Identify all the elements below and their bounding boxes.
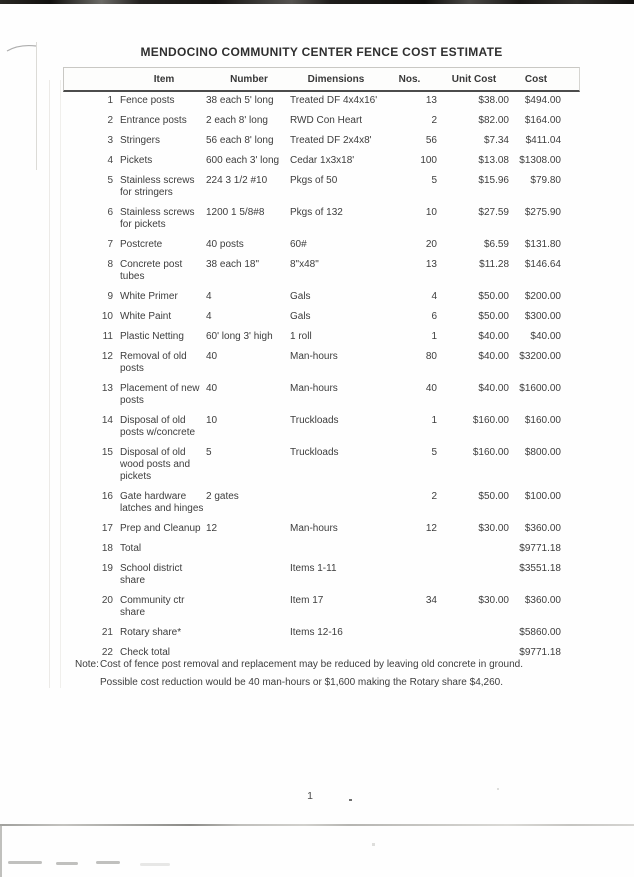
cell-item: Postcrete	[120, 239, 163, 250]
cell-number: 4	[206, 311, 212, 322]
row-gap	[113, 415, 120, 439]
cell-dimensions: Truckloads	[290, 415, 339, 426]
table-row	[63, 543, 580, 555]
row-gap	[113, 311, 120, 323]
cell-cost: $1308.00	[519, 155, 561, 166]
cell-nos: 13	[425, 259, 437, 270]
cell-nos: 80	[425, 351, 437, 362]
table-row	[63, 627, 580, 639]
scan-speck	[372, 843, 375, 846]
cell-item: Disposal of old posts w/concrete	[120, 415, 196, 438]
cell-unit-cost	[437, 563, 509, 587]
row-number: 19	[101, 563, 113, 574]
cell-dimensions: Truckloads	[290, 447, 339, 458]
row-number: 4	[107, 155, 113, 166]
cell-nos: 4	[431, 291, 437, 302]
scan-line-bottom	[0, 824, 634, 826]
header-unit-cost: Unit Cost	[451, 73, 497, 85]
row-number: 3	[107, 135, 113, 146]
cell-dimensions: Pkgs of 50	[290, 175, 338, 186]
header-number: Number	[230, 73, 268, 85]
cell-nos: 5	[431, 175, 437, 186]
row-number: 17	[101, 523, 113, 534]
cell-number: 4	[206, 291, 212, 302]
scan-smudge	[96, 861, 120, 864]
cell-unit-cost: $7.34	[483, 135, 509, 146]
cell-dimensions: 60#	[290, 239, 307, 250]
header-item: Item	[153, 73, 175, 85]
cell-item: Removal of old posts	[120, 351, 187, 374]
cell-cost: $160.00	[524, 415, 561, 426]
cell-dimensions: Gals	[290, 311, 311, 322]
cell-number	[206, 543, 290, 555]
cell-number: 10	[206, 415, 218, 426]
cell-nos: 20	[425, 239, 437, 250]
cell-cost: $146.64	[524, 259, 561, 270]
cell-item: White Paint	[120, 311, 172, 322]
cell-nos: 2	[431, 115, 437, 126]
row-number: 10	[101, 311, 113, 322]
cell-number	[206, 595, 290, 619]
cell-number: 60' long 3' high	[206, 331, 273, 342]
row-gap	[113, 291, 120, 303]
scanner-edge-top	[0, 0, 634, 4]
cell-item: Entrance posts	[120, 115, 187, 126]
cell-cost: $131.80	[524, 239, 561, 250]
table-row	[63, 95, 580, 107]
cell-cost: $275.90	[524, 207, 561, 218]
cell-number: 2 gates	[206, 491, 239, 502]
row-number: 18	[101, 543, 113, 554]
cell-number: 224 3 1/2 #10	[206, 175, 268, 186]
cell-item: Disposal of old wood posts and pickets	[120, 447, 191, 482]
cell-item: School district share	[120, 563, 183, 586]
cell-unit-cost	[437, 543, 509, 555]
cell-item: Plastic Netting	[120, 331, 184, 342]
cell-number: 5	[206, 447, 212, 458]
table-row	[63, 563, 580, 587]
cell-cost: $360.00	[524, 523, 561, 534]
cell-nos: 5	[431, 447, 437, 458]
row-number: 20	[101, 595, 113, 606]
cell-dimensions: Treated DF 4x4x16'	[290, 95, 378, 106]
cell-cost: $9771.18	[519, 647, 561, 658]
cell-cost: $300.00	[524, 311, 561, 322]
cell-number	[206, 627, 290, 639]
cell-nos: 40	[425, 383, 437, 394]
note-text	[100, 656, 523, 691]
cell-cost: $9771.18	[519, 543, 561, 554]
cell-number: 12	[206, 523, 218, 534]
row-number: 5	[107, 175, 113, 186]
row-gap	[113, 563, 120, 587]
scan-corner-edge	[0, 824, 2, 877]
cell-cost: $494.00	[524, 95, 561, 106]
table-row	[63, 291, 580, 303]
cell-nos	[380, 627, 437, 639]
cell-item: White Primer	[120, 291, 178, 302]
cell-unit-cost: $13.08	[478, 155, 509, 166]
row-number: 6	[107, 207, 113, 218]
cell-cost: $3200.00	[519, 351, 561, 362]
cell-nos: 12	[425, 523, 437, 534]
cell-dimensions: Man-hours	[290, 383, 338, 394]
cell-item: Prep and Cleanup	[120, 523, 201, 534]
row-gap	[113, 95, 120, 107]
cell-unit-cost: $40.00	[478, 331, 509, 342]
table-row	[63, 491, 580, 515]
header-nos: Nos.	[398, 73, 421, 85]
table-body	[63, 92, 580, 659]
cell-cost: $1600.00	[519, 383, 561, 394]
cell-dimensions: Items 1-11	[290, 563, 337, 574]
row-number: 15	[101, 447, 113, 458]
row-number: 22	[101, 647, 113, 658]
cell-dimensions: Man-hours	[290, 523, 338, 534]
cell-unit-cost: $50.00	[478, 491, 509, 502]
row-gap	[113, 383, 120, 407]
cell-cost: $100.00	[524, 491, 561, 502]
cell-dimensions: Man-hours	[290, 351, 338, 362]
paper-edge-shadow	[60, 80, 61, 688]
table-row	[63, 415, 580, 439]
cell-dimensions: Items 12-16	[290, 627, 343, 638]
cell-unit-cost: $11.28	[479, 259, 509, 270]
row-number: 2	[107, 115, 113, 126]
cell-item: Stainless screws for pickets	[120, 207, 195, 230]
cell-number: 600 each 3' long	[206, 155, 280, 166]
cell-cost: $200.00	[524, 291, 561, 302]
row-gap	[113, 155, 120, 167]
cell-number: 38 each 5' long	[206, 95, 274, 106]
cell-number: 40	[206, 383, 218, 394]
table-row	[63, 115, 580, 127]
table-row	[63, 523, 580, 535]
cell-item: Placement of new posts	[120, 383, 200, 406]
table-row	[63, 175, 580, 199]
cell-nos: 34	[425, 595, 437, 606]
row-gap	[113, 331, 120, 343]
cell-nos: 1	[431, 415, 437, 426]
cell-nos: 6	[431, 311, 437, 322]
cell-unit-cost: $50.00	[478, 291, 509, 302]
table-row	[63, 595, 580, 619]
cell-unit-cost: $27.59	[478, 207, 509, 218]
cell-number: 1200 1 5/8#8	[206, 207, 265, 218]
cell-cost: $411.04	[525, 135, 561, 146]
cell-nos: 1	[431, 331, 437, 342]
cell-unit-cost: $38.00	[478, 95, 509, 106]
cell-dimensions: RWD Con Heart	[290, 115, 363, 126]
row-number: 7	[107, 239, 113, 250]
page-number: 1	[307, 790, 313, 802]
row-gap	[113, 259, 120, 283]
cost-table	[63, 67, 580, 667]
scan-smudge	[140, 863, 170, 866]
row-gap	[113, 595, 120, 619]
scan-smudge	[8, 861, 42, 864]
cell-unit-cost: $30.00	[478, 523, 509, 534]
table-row	[63, 331, 580, 343]
note-label: Note:	[75, 659, 99, 670]
row-number: 9	[107, 291, 113, 302]
cell-dimensions: 1 roll	[290, 331, 312, 342]
table-row	[63, 135, 580, 147]
row-number: 21	[101, 627, 113, 638]
cell-cost: $164.00	[524, 115, 561, 126]
cell-nos: 13	[425, 95, 437, 106]
cell-number	[206, 563, 290, 587]
cell-dimensions	[290, 491, 380, 515]
row-number: 13	[101, 383, 113, 394]
cell-nos	[380, 563, 437, 587]
cell-item: Fence posts	[120, 95, 175, 106]
cell-item: Community ctr share	[120, 595, 185, 618]
cell-unit-cost: $160.00	[472, 447, 509, 458]
header-cost: Cost	[524, 73, 548, 85]
row-number: 16	[101, 491, 113, 502]
cell-dimensions: Gals	[290, 291, 311, 302]
cell-cost: $800.00	[524, 447, 561, 458]
cell-dimensions: Treated DF 2x4x8'	[290, 135, 372, 146]
row-number: 14	[101, 415, 113, 426]
cell-unit-cost: $15.96	[478, 175, 509, 186]
row-gap	[113, 115, 120, 127]
cell-nos: 2	[431, 491, 437, 502]
table-row	[63, 311, 580, 323]
row-gap	[113, 351, 120, 375]
row-gap	[113, 175, 120, 199]
cell-unit-cost: $6.59	[483, 239, 509, 250]
table-row	[63, 351, 580, 375]
cell-item: Concrete post tubes	[120, 259, 183, 282]
cell-unit-cost: $40.00	[478, 351, 509, 362]
cell-item: Rotary share*	[120, 627, 182, 638]
table-row	[63, 207, 580, 231]
table-row	[63, 239, 580, 251]
table-header-row	[63, 67, 580, 92]
table-row	[63, 259, 580, 283]
cell-cost: $3551.18	[519, 563, 561, 574]
scan-speck	[349, 799, 352, 801]
cell-number: 2 each 8' long	[206, 115, 268, 126]
table-row	[63, 155, 580, 167]
paper-edge-shadow	[36, 42, 37, 170]
cell-dimensions: Pkgs of 132	[290, 207, 343, 218]
cell-cost: $360.00	[524, 595, 561, 606]
row-gap	[113, 447, 120, 483]
cell-dimensions: 8"x48"	[290, 259, 319, 270]
cell-number: 38 each 18"	[206, 259, 260, 270]
row-gap	[113, 239, 120, 251]
row-number: 1	[107, 95, 113, 106]
pencil-mark	[6, 42, 38, 54]
cell-nos: 10	[425, 207, 437, 218]
scan-speck	[497, 788, 499, 790]
cell-item: Gate hardware latches and hinges	[120, 491, 204, 514]
cell-item: Check total	[120, 647, 171, 658]
note-line-2: Possible cost reduction would be 40 man-hours or $1,600 making the Rotary share $4,260.	[100, 676, 504, 688]
cell-nos: 56	[425, 135, 437, 146]
cell-nos: 100	[420, 155, 437, 166]
scan-smudge	[56, 862, 78, 865]
table-row	[63, 447, 580, 483]
row-gap	[113, 627, 120, 639]
cell-dimensions: Item 17	[290, 595, 324, 606]
row-gap	[113, 491, 120, 515]
cell-number: 40	[206, 351, 218, 362]
cell-unit-cost: $160.00	[472, 415, 509, 426]
row-gap	[113, 207, 120, 231]
cell-item: Stringers	[120, 135, 161, 146]
header-dimensions: Dimensions	[307, 73, 365, 85]
cell-item: Total	[120, 543, 142, 554]
paper-edge-shadow	[49, 80, 50, 688]
table-row	[63, 383, 580, 407]
cell-unit-cost	[437, 627, 509, 639]
row-number: 11	[102, 331, 113, 342]
row-gap	[113, 135, 120, 147]
cell-unit-cost: $82.00	[478, 115, 509, 126]
cell-cost: $5860.00	[519, 627, 561, 638]
row-number: 8	[107, 259, 113, 270]
cell-cost: $40.00	[530, 331, 561, 342]
page-title: MENDOCINO COMMUNITY CENTER FENCE COST ESTIMATE	[140, 45, 503, 59]
row-number: 12	[101, 351, 113, 362]
cell-number: 40 posts	[206, 239, 244, 250]
cell-item: Stainless screws for stringers	[120, 175, 195, 198]
cell-item: Pickets	[120, 155, 153, 166]
cell-dimensions	[290, 543, 380, 555]
cell-unit-cost: $50.00	[478, 311, 509, 322]
cell-number: 56 each 8' long	[206, 135, 274, 146]
cell-unit-cost: $40.00	[478, 383, 509, 394]
cell-nos	[380, 543, 437, 555]
cell-dimensions: Cedar 1x3x18'	[290, 155, 355, 166]
row-gap	[113, 543, 120, 555]
note	[75, 656, 585, 691]
cell-cost: $79.80	[530, 175, 561, 186]
cell-unit-cost: $30.00	[478, 595, 509, 606]
row-gap	[113, 523, 120, 535]
note-line-1: Cost of fence post removal and replacement may be reduced by leaving old concrete in ground.	[100, 659, 524, 670]
